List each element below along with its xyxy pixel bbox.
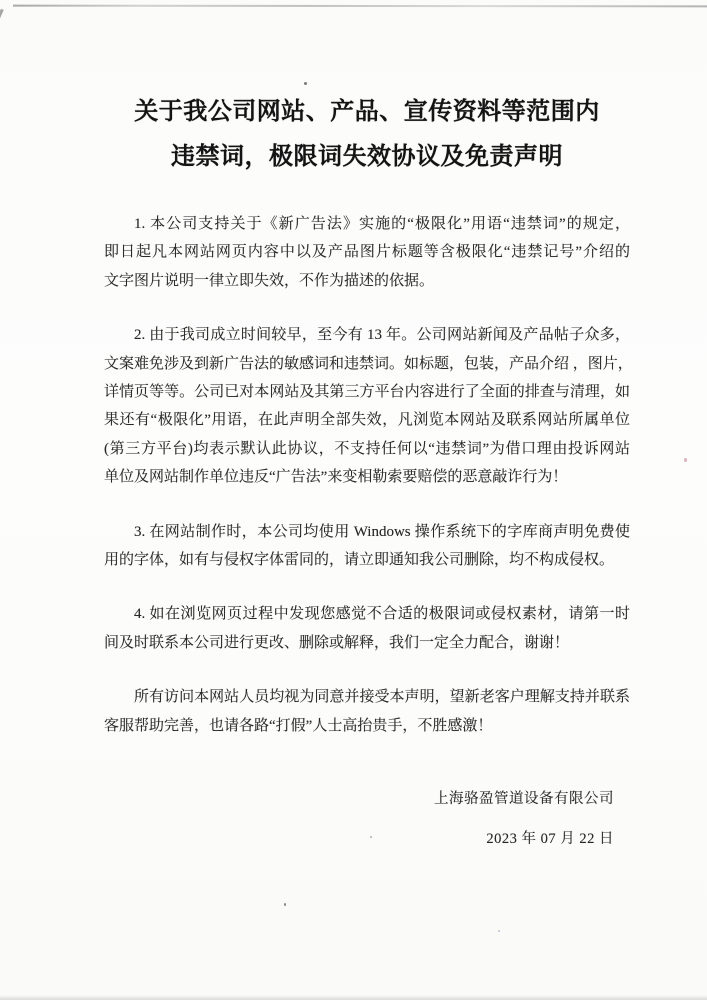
scan-speck [284, 903, 286, 906]
scan-speck [498, 930, 500, 932]
document-content [104, 0, 633, 853]
paragraph-2-line: 文案难免涉及到新广告法的敏感词和违禁词。如标题，包装，产品介绍 ，图片， [104, 355, 633, 372]
paragraph-4 [104, 600, 630, 657]
document-title-line-1: 关于我公司网站、产品、宣传资料等范围内 [134, 99, 600, 125]
paragraph-1 [104, 210, 630, 295]
paragraph-2-line: 2. 由于我司成立时间较早，至今有 13 年。公司网站新闻及产品帖子众多， [134, 327, 630, 344]
document-title [104, 90, 630, 180]
paragraph-2-line: 单位及网站制作单位违反“广告法”来变相勒索要赔偿的恶意敲诈行为！ [104, 469, 568, 486]
paragraph-4-line: 间及时联系本公司进行更改、删除或解释，我们一定全力配合，谢谢！ [104, 634, 570, 651]
signature-date: 2023 年 07 月 22 日 [486, 831, 614, 848]
paragraph-3 [104, 518, 630, 575]
paragraph-4-line: 4. 如在浏览网页过程中发现您感觉不合适的极限词或侵权素材，请第一时 [134, 606, 630, 623]
closing-paragraph-line: 所有访问本网站人员均视为同意并接受本声明，望新老客户理解支持并联系 [134, 689, 630, 706]
closing-paragraph [104, 683, 630, 740]
signature-block [104, 785, 630, 853]
company-name: 上海骆盈管道设备有限公司 [434, 791, 614, 808]
scan-mark [0, 9, 4, 18]
closing-paragraph-line: 客服帮助完善，也请各路“打假”人士高抬贵手，不胜感激！ [104, 717, 493, 734]
paragraph-1-line: 即日起凡本网站网页内容中以及产品图片标题等含极限化“违禁记号”介绍的 [104, 244, 630, 261]
paragraph-2-line: (第三方平台)均表示默认此协议，不支持任何以“违禁词”为借口理由投诉网站 [104, 440, 630, 457]
paragraph-1-line: 1. 本公司支持关于《新广告法》实施的“极限化”用语“违禁词”的规定， [134, 216, 630, 232]
document-title-line-2: 违禁词，极限词失效协议及免责声明 [171, 144, 563, 170]
scan-edge-bottom [0, 995, 707, 1000]
paragraph-1-line: 文字图片说明一律立即失效，不作为描述的依据。 [104, 272, 435, 289]
paragraph-2-line: 果还有“极限化”用语，在此声明全部失效，凡浏览本网站及联系网站所属单位 [104, 412, 630, 429]
paragraph-2 [104, 321, 633, 491]
paragraph-3-line: 用的字体，如有与侵权字体雷同的，请立即通知我公司删除，均不构成侵权。 [104, 552, 615, 569]
scan-speck [684, 458, 687, 462]
paragraph-3-line: 3. 在网站制作时，本公司均使用 Windows 操作系统下的字库商声明免费使 [134, 523, 630, 540]
paragraph-2-line: 详情页等等。公司已对本网站及其第三方平台内容进行了全面的排查与清理，如 [104, 384, 630, 401]
